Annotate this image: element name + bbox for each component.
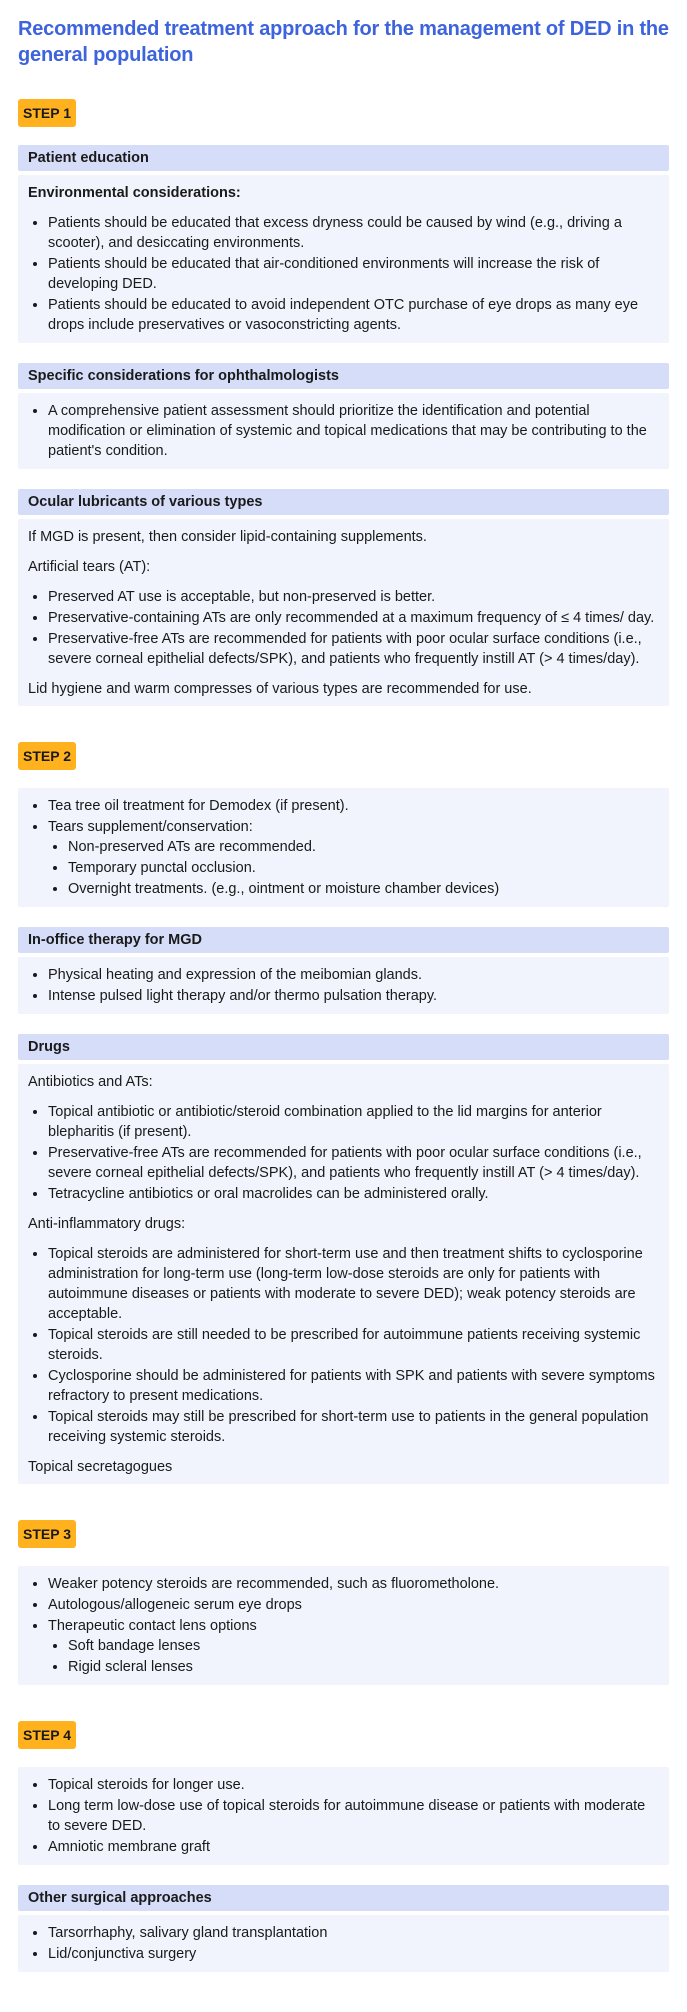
bullet-list (28, 796, 659, 899)
sub-list-item: • Rigid scleral lenses (68, 1657, 659, 1677)
list-item: • Autologous/allogeneic serum eye drops (48, 1595, 659, 1615)
paragraph: Artificial tears (AT): (28, 559, 151, 575)
section-patient-education (18, 145, 669, 343)
paragraph: Topical secretagogues (28, 1459, 173, 1475)
list-item: • Cyclosporine should be administered for patients with SPK and patients with severe symptoms refractory to present medications. (48, 1366, 659, 1406)
list-item: • Preservative-containing ATs are only recommended at a maximum frequency of ≤ 4 times/ day. (48, 608, 659, 628)
list-item (48, 1616, 659, 1677)
section-body (18, 393, 669, 469)
section-body (18, 1566, 669, 1685)
list-item: • Tarsorrhaphy, salivary gland transplantation (48, 1923, 659, 1943)
list-item: • Tea tree oil treatment for Demodex (if present). (48, 796, 659, 816)
list-item: • Weaker potency steroids are recommended, such as fluorometholone. (48, 1574, 659, 1594)
step-badge: STEP 4 (18, 1721, 76, 1749)
section-body (18, 1767, 669, 1865)
sub-list-item: • Temporary punctal occlusion. (68, 858, 659, 878)
section-header: Specific considerations for ophthalmologists (18, 363, 669, 389)
section-body (18, 788, 669, 907)
section-header: Ocular lubricants of various types (18, 489, 669, 515)
sub-list-item: • Soft bandage lenses (68, 1636, 659, 1656)
step-badge: STEP 2 (18, 742, 76, 770)
step-1 (18, 99, 669, 706)
sub-list (48, 1636, 659, 1677)
bullet-list (28, 965, 659, 1006)
list-item: • Topical steroids are administered for short-term use and then treatment shifts to cyclosporine administration for long-term use (long-term low-dose steroids are only for patients with autoimmune diseases or patients with moderate to severe DED); weak potency steroids are acceptable. (48, 1244, 659, 1324)
list-item: • Tetracycline antibiotics or oral macrolides can be administered orally. (48, 1184, 659, 1204)
section-header: Other surgical approaches (18, 1885, 669, 1911)
bullet-list (28, 401, 659, 461)
list-item: • Lid/conjunctiva surgery (48, 1944, 659, 1964)
list-item: • Intense pulsed light therapy and/or thermo pulsation therapy. (48, 986, 659, 1006)
section-step4-general (18, 1767, 669, 1865)
list-item: • Physical heating and expression of the meibomian glands. (48, 965, 659, 985)
list-item: • Topical steroids are still needed to be prescribed for autoimmune patients receiving systemic steroids. (48, 1325, 659, 1365)
list-item: • Long term low-dose use of topical steroids for autoimmune disease or patients with moderate to severe DED. (48, 1796, 659, 1836)
paragraph: If MGD is present, then consider lipid-containing supplements. (28, 529, 427, 545)
step-badge: STEP 1 (18, 99, 76, 127)
section-header: In-office therapy for MGD (18, 927, 669, 953)
section-other-surgical (18, 1885, 669, 1972)
list-item: • Patients should be educated that excess dryness could be caused by wind (e.g., driving a scooter), and desiccating environments. (48, 213, 659, 253)
bullet-list (28, 587, 659, 669)
section-ocular-lubricants (18, 489, 669, 706)
paragraph: Lid hygiene and warm compresses of various types are recommended for use. (28, 681, 532, 697)
section-body (18, 1064, 669, 1484)
page-title: Recommended treatment approach for the management of DED in the general population (18, 18, 669, 66)
bullet-list (28, 1923, 659, 1964)
paragraph: Antibiotics and ATs: (28, 1074, 153, 1090)
section-in-office-therapy (18, 927, 669, 1014)
subheading: Environmental considerations: (28, 185, 241, 201)
section-body (18, 1915, 669, 1972)
bullet-list (28, 1775, 659, 1857)
sub-list-item: • Overnight treatments. (e.g., ointment or moisture chamber devices) (68, 879, 659, 899)
list-item: • Preservative-free ATs are recommended for patients with poor ocular surface conditions (i.e., severe corneal epithelial defects/SPK), and patients who frequently instill AT (> 4 times/day). (48, 1143, 659, 1183)
section-body (18, 175, 669, 343)
list-item: • Topical steroids may still be prescribed for short-term use to patients in the general population receiving systemic steroids. (48, 1407, 659, 1447)
bullet-list (28, 1102, 659, 1204)
list-item: • Patients should be educated that air-conditioned environments will increase the risk of developing DED. (48, 254, 659, 294)
step-4 (18, 1721, 669, 1972)
list-item: • Topical steroids for longer use. (48, 1775, 659, 1795)
paragraph: Anti-inflammatory drugs: (28, 1216, 186, 1232)
list-item-text: Tears supplement/conservation: (48, 819, 253, 835)
section-drugs (18, 1034, 669, 1484)
list-item: • Amniotic membrane graft (48, 1837, 659, 1857)
section-header: Drugs (18, 1034, 669, 1060)
bullet-list (28, 213, 659, 335)
sub-list-item: • Non-preserved ATs are recommended. (68, 837, 659, 857)
section-header: Patient education (18, 145, 669, 171)
list-item: • Preserved AT use is acceptable, but non-preserved is better. (48, 587, 659, 607)
section-body (18, 957, 669, 1014)
list-item-text: Therapeutic contact lens options (48, 1618, 257, 1634)
list-item (48, 817, 659, 899)
list-item: • Preservative-free ATs are recommended for patients with poor ocular surface conditions (i.e., severe corneal epithelial defects/SPK), and patients who frequently instill AT (> 4 times/day). (48, 629, 659, 669)
step-3 (18, 1520, 669, 1685)
section-body (18, 519, 669, 706)
list-item: • Topical antibiotic or antibiotic/steroid combination applied to the lid margins for anterior blepharitis (if present). (48, 1102, 659, 1142)
sub-list (48, 837, 659, 899)
bullet-list (28, 1574, 659, 1677)
bullet-list (28, 1244, 659, 1447)
step-2 (18, 742, 669, 1484)
list-item: • Patients should be educated to avoid independent OTC purchase of eye drops as many eye drops include preservatives or vasoconstricting agents. (48, 295, 659, 335)
section-step3-general (18, 1566, 669, 1685)
section-step2-general (18, 788, 669, 907)
list-item: • A comprehensive patient assessment should prioritize the identification and potential modification or elimination of systemic and topical medications that may be contributing to the patient's condition. (48, 401, 659, 461)
section-ophthalmologist-considerations (18, 363, 669, 469)
step-badge: STEP 3 (18, 1520, 76, 1548)
